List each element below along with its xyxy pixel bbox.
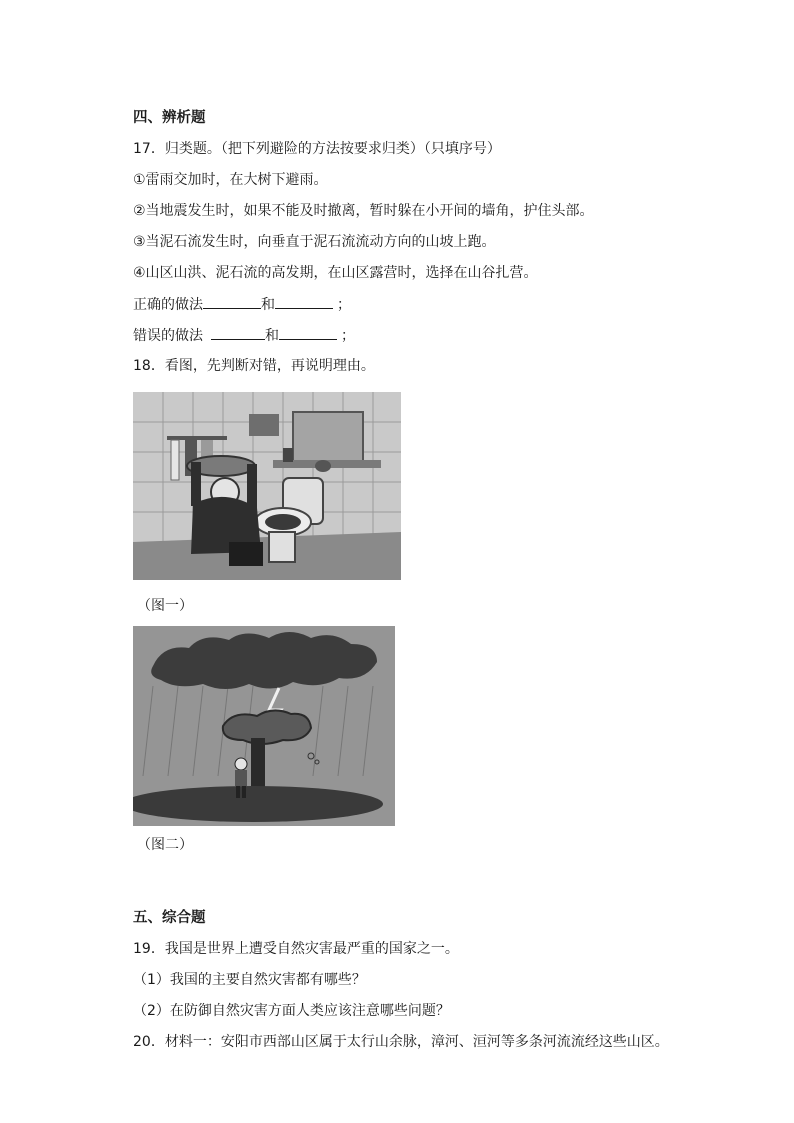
question-17-option-1: ①雷雨交加时，在大树下避雨。 bbox=[133, 172, 328, 188]
figure-2-image bbox=[133, 626, 395, 826]
correct-label: 正确的做法 bbox=[133, 297, 203, 313]
question-17-option-4: ④山区山洪、泥石流的高发期，在山区露营时，选择在山谷扎营。 bbox=[133, 265, 538, 281]
thunderstorm-illustration bbox=[133, 626, 395, 826]
question-20-stem: 20．材料一：安阳市西部山区属于太行山余脉，漳河、洹河等多条河流流经这些山区。 bbox=[133, 1034, 669, 1050]
wrong-blank-2[interactable] bbox=[279, 325, 337, 340]
question-17-option-2: ②当地震发生时，如果不能及时撤离，暂时躲在小开间的墙角，护住头部。 bbox=[133, 203, 594, 219]
section-heading-5: 五、综合题 bbox=[133, 910, 206, 926]
figure-1-caption: （图一） bbox=[137, 598, 193, 614]
wrong-blank-1[interactable] bbox=[211, 325, 265, 340]
and-word: 和 bbox=[261, 297, 275, 313]
question-17-option-3: ③当泥石流发生时，向垂直于泥石流流动方向的山坡上跑。 bbox=[133, 234, 496, 250]
figure-1-image bbox=[133, 392, 401, 580]
and-word: 和 bbox=[265, 328, 279, 344]
question-19-sub-2: （2）在防御自然灾害方面人类应该注意哪些问题？ bbox=[133, 1003, 450, 1019]
correct-answer-row bbox=[133, 294, 351, 315]
end-mark: ； bbox=[337, 297, 351, 313]
figure-2-caption: （图二） bbox=[137, 837, 193, 853]
correct-blank-2[interactable] bbox=[275, 294, 333, 309]
wrong-answer-row bbox=[133, 325, 355, 346]
question-17-stem: 17．归类题。（把下列避险的方法按要求归类）（只填序号） bbox=[133, 141, 501, 157]
question-18-stem: 18．看图，先判断对错，再说明理由。 bbox=[133, 358, 375, 374]
section-heading-4: 四、辨析题 bbox=[133, 110, 206, 126]
end-mark: ； bbox=[341, 328, 355, 344]
correct-blank-1[interactable] bbox=[203, 294, 261, 309]
wrong-label: 错误的做法 bbox=[133, 328, 203, 344]
bathroom-illustration bbox=[133, 392, 401, 580]
question-19-stem: 19．我国是世界上遭受自然灾害最严重的国家之一。 bbox=[133, 941, 459, 957]
question-19-sub-1: （1）我国的主要自然灾害都有哪些？ bbox=[133, 972, 366, 988]
